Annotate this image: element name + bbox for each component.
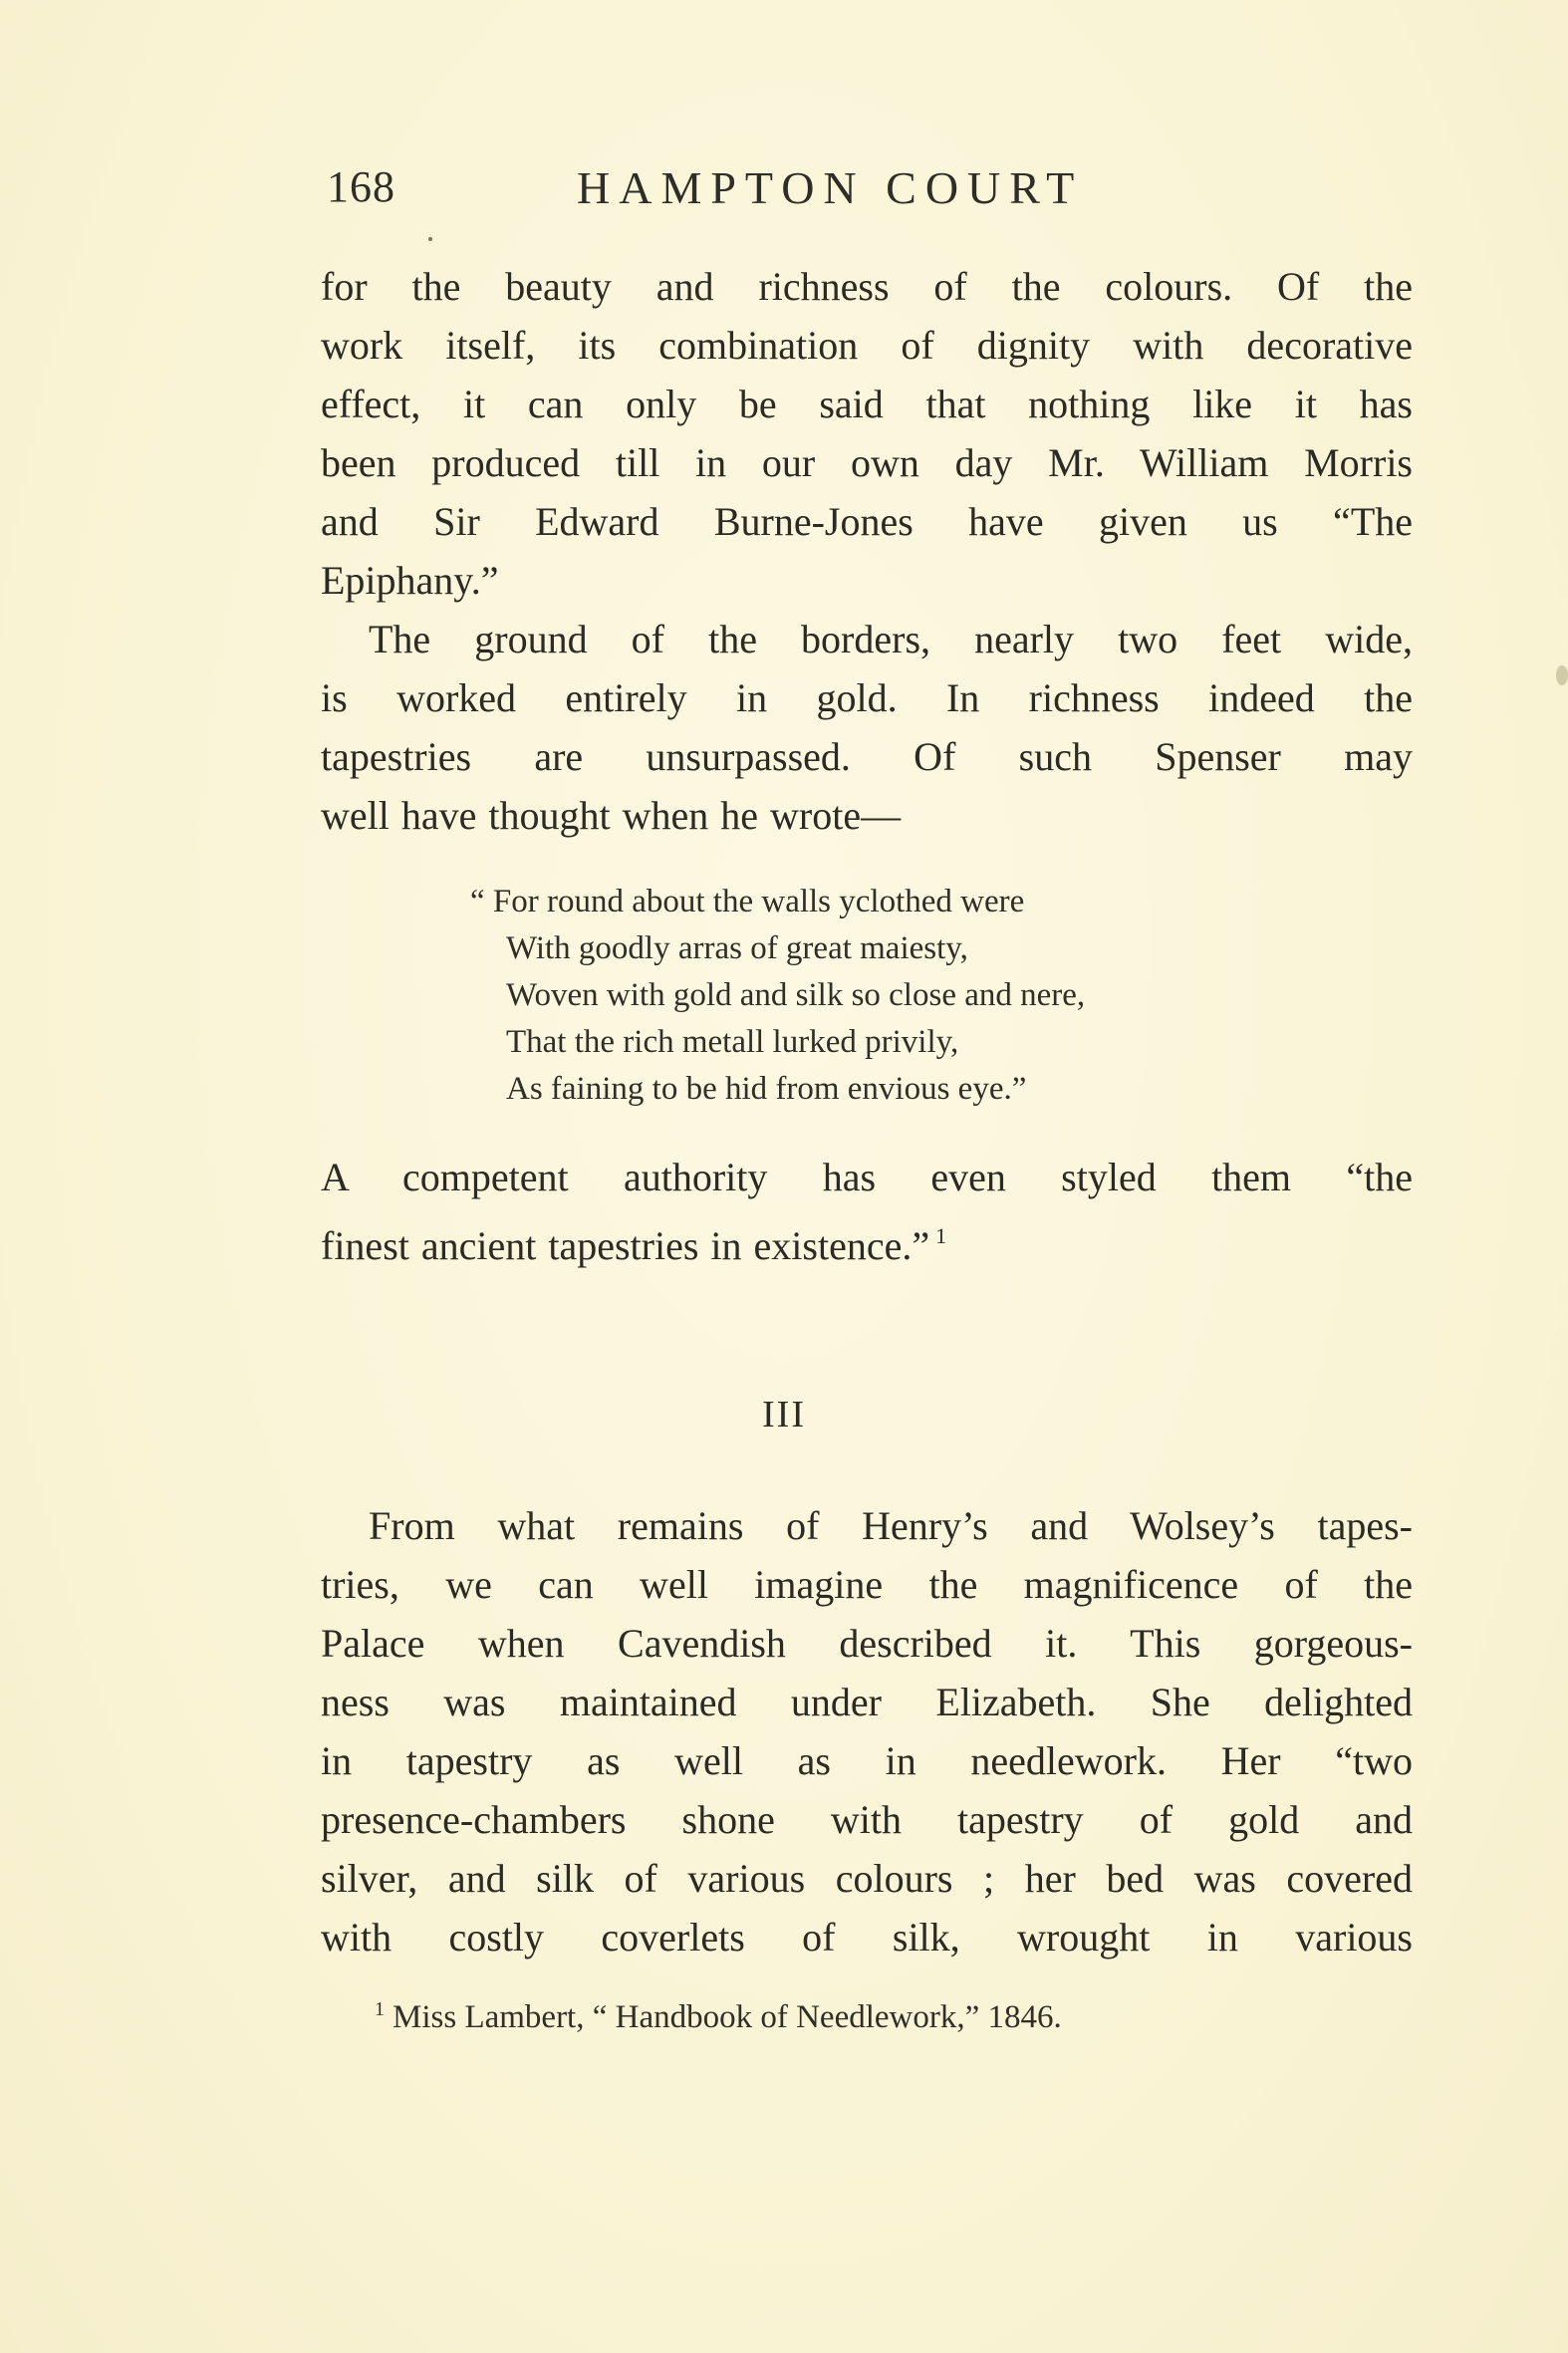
verse-line: Woven with gold and silk so close and nere, [506, 977, 1086, 1013]
footnote-reference[interactable]: 1 [935, 1223, 947, 1248]
verse-line: That the rich metall lurked privily, [506, 1024, 959, 1060]
text-line: The ground of the borders, nearly two feet wide, [369, 617, 1413, 661]
text-line: tapestries are unsurpassed. Of such Spenser may [321, 734, 1413, 779]
running-title: HAMPTON COURT [577, 162, 1084, 213]
page-number: 168 [327, 162, 395, 211]
text-line: Palace when Cavendish described it. This gorgeous- [321, 1621, 1413, 1666]
text-line: silver, and silk of various colours ; her bed was covered [321, 1856, 1413, 1901]
footnote-marker: 1 [375, 1998, 385, 2020]
footnote-text: Miss Lambert, “ Handbook of Needlework,” 1846. [392, 1999, 1062, 2035]
text-line: tries, we can well imagine the magnificence of the [321, 1562, 1413, 1607]
text-line: ness was maintained under Elizabeth. She delighted [321, 1680, 1413, 1724]
running-head [327, 161, 1183, 221]
text-line: in tapestry as well as in needlework. Her “two [321, 1738, 1413, 1783]
text-line: been produced till in our own day Mr. William Morris [321, 440, 1413, 485]
text-line: A competent authority has even styled them “the [321, 1155, 1413, 1199]
margin-smudge [1556, 665, 1568, 685]
text-line: Epiphany.” [321, 558, 499, 603]
text-line: work itself, its combination of dignity with decorative [321, 323, 1413, 368]
text-line: for the beauty and richness of the colours. Of the [321, 264, 1413, 309]
text-line: presence-chambers shone with tapestry of gold and [321, 1797, 1413, 1842]
ink-speck [428, 237, 432, 241]
verse-line: “ For round about the walls yclothed were [470, 884, 1025, 919]
verse-quotation [470, 879, 1267, 1113]
paragraph-elizabeth [321, 1496, 1413, 1966]
text-line: and Sir Edward Burne-Jones have given us “The [321, 499, 1413, 544]
paragraph-authority [321, 1148, 1413, 1268]
verse-line: With goodly arras of great maiesty, [506, 930, 968, 966]
footnote [375, 1987, 1062, 2039]
verse-line: As faining to be hid from envious eye.” [506, 1071, 1027, 1107]
text-line-content: finest ancient tapestries in existence.” [321, 1223, 930, 1268]
section-numeral: III [762, 1394, 806, 1436]
text-line: effect, it can only be said that nothing like it has [321, 382, 1413, 426]
text-line: is worked entirely in gold. In richness indeed the [321, 675, 1413, 720]
paragraph-continuation [321, 257, 1413, 610]
text-line: From what remains of Henry’s and Wolsey’s tapes- [369, 1503, 1413, 1548]
text-line [321, 1206, 1413, 1268]
text-line: with costly coverlets of silk, wrought in various [321, 1915, 1413, 1960]
text-line: well have thought when he wrote— [321, 793, 902, 838]
paragraph-borders [321, 610, 1413, 845]
section-heading [0, 1393, 1568, 1437]
